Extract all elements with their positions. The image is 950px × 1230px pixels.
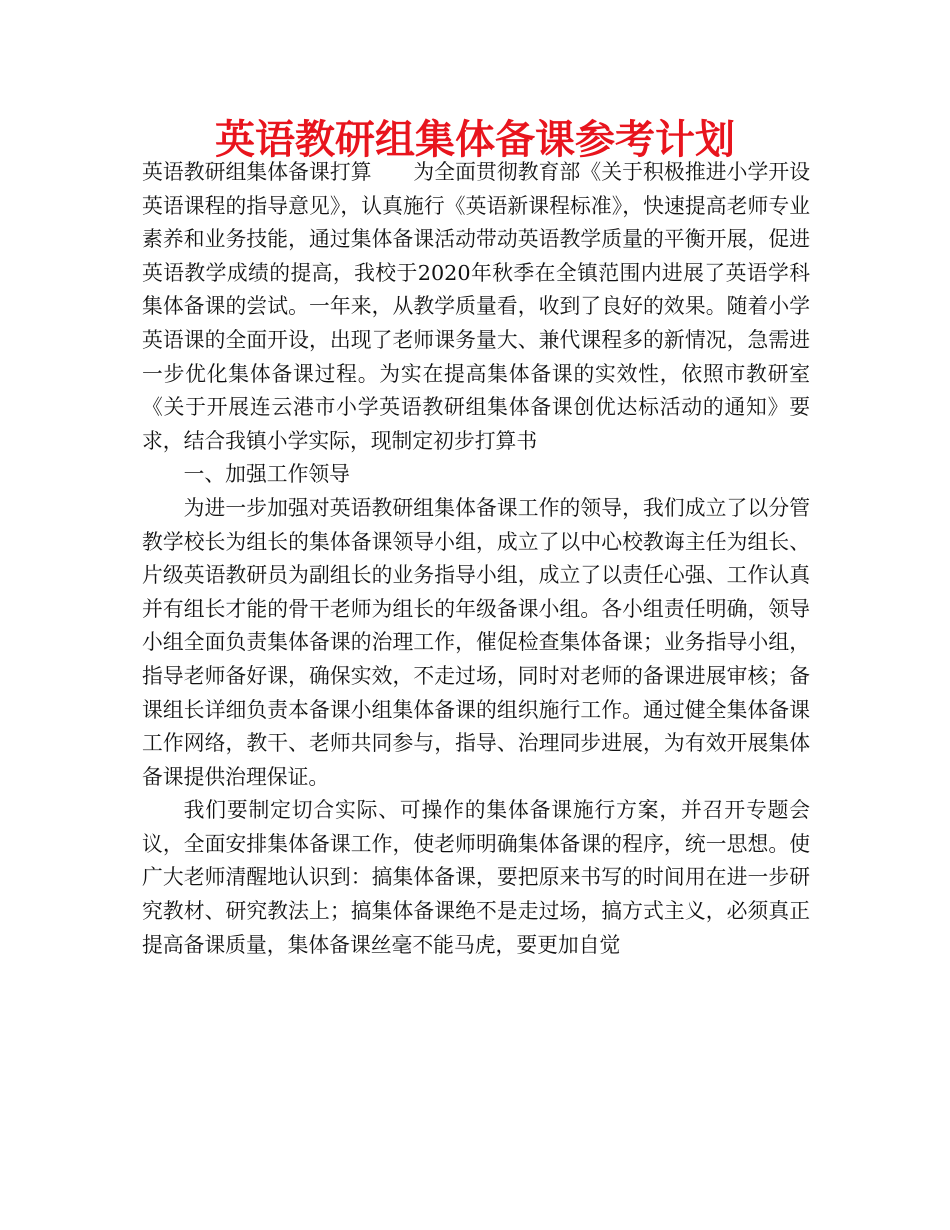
body-paragraph: 我们要制定切合实际、可操作的集体备课施行方案，并召开专题会议，全面安排集体备课工作，使老师明确集体备课的程序，统一思想。使广大老师清醒地认识到：搞集体备课，要把原来书写的时间用在进一步研究教材、研究教法上；搞集体备课绝不是走过场，搞方式主义，必须真正提高备课质量，集体备课丝毫不能马虎，要更加自觉 [142,798,810,957]
intro-paragraph: 英语教研组集体备课打算 为全面贯彻教育部《关于积极推进小学开设英语课程的指导意见》，认真施行《英语新课程标准》，快速提高老师专业素养和业务技能，通过集体备课活动带动英语教学质量的平衡开展，促进英语教学成绩的提高，我校于2020年秋季在全镇范围内进展了英语学科集体备课的尝试。一年来，从教学质量看，收到了良好的效果。随着小学英语课的全面开设，出现了老师课务量大、兼代课程多的新情况，急需进一步优化集体备课过程。为实在提高集体备课的实效性，依照市教研室《关于开展连云港市小学英语教研组集体备课创优达标活动的通知》要求，结合我镇小学实际，现制定初步打算书 [142,160,810,453]
document-title: 英语教研组集体备课参考计划 [215,117,735,163]
body-paragraph: 为进一步加强对英语教研组集体备课工作的领导，我们成立了以分管教学校长为组长的集体备课领导小组，成立了以中心校教诲主任为组长、片级英语教研员为副组长的业务指导小组，成立了以责任心强、工作认真并有组长才能的骨干老师为组长的年级备课小组。各小组责任明确，领导小组全面负责集体备课的治理工作，催促检查集体备课；业务指导小组，指导老师备好课，确保实效，不走过场，同时对老师的备课进展审核；备课组长详细负责本备课小组集体备课的组织施行工作。通过健全集体备课工作网络，教干、老师共同参与，指导、治理同步进展，为有效开展集体备课提供治理保证。 [142,495,810,789]
document-body [142,156,810,962]
section-heading: 一、加强工作领导 [183,462,350,487]
